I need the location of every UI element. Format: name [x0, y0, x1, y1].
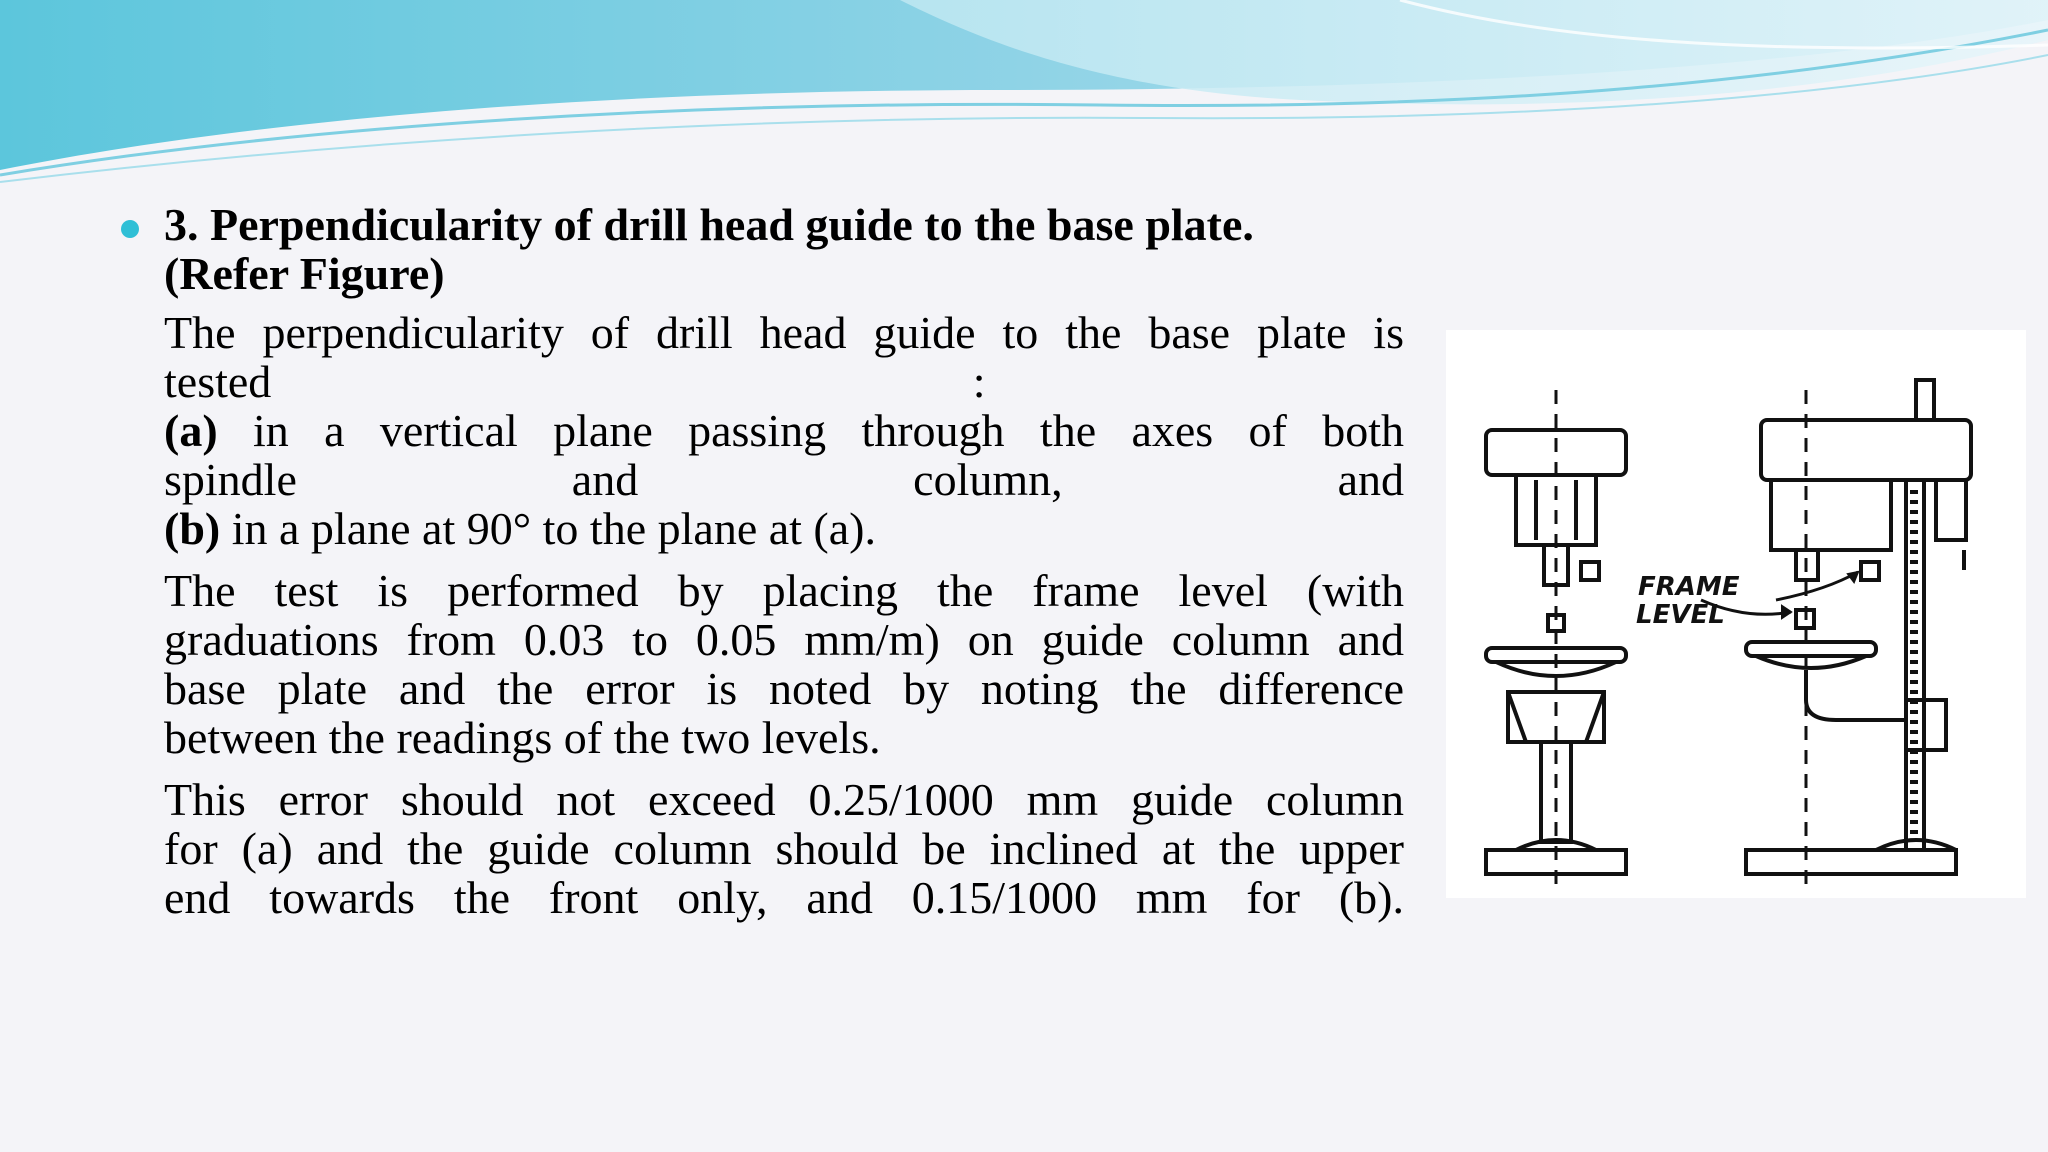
- drill-machine-diagram: [1446, 330, 2026, 898]
- front-view-drill: [1486, 390, 1626, 890]
- drill-machine-figure: [1446, 330, 2026, 898]
- item-a-text: in a vertical plane passing through the axes of both: [217, 405, 1404, 456]
- slide-heading: [164, 200, 1404, 298]
- slide-body: [164, 200, 1404, 935]
- test-line-4: between the readings of the two levels.: [164, 712, 881, 763]
- header-wave-decoration: [0, 0, 2048, 190]
- heading-line-1: 3. Perpendicularity of drill head guide to the base plate.: [164, 199, 1254, 250]
- test-line-1: The test is performed by placing the frame level (with: [164, 565, 1404, 616]
- test-line-2: graduations from 0.03 to 0.05 mm/m) on guide column and: [164, 614, 1404, 665]
- item-b-line: [164, 504, 1404, 553]
- frame-level-label-line-1: FRAME: [1638, 572, 1740, 602]
- limit-paragraph: [164, 775, 1404, 922]
- item-b-label: (b): [164, 503, 221, 554]
- intro-line-1: The perpendicularity of drill head guide to the base plate is: [164, 307, 1404, 358]
- item-a-line-2: spindle and column, and: [164, 454, 1404, 505]
- limit-line-2: for (a) and the guide column should be inclined at the upper: [164, 823, 1404, 874]
- frame-level-label-line-2: LEVEL: [1636, 600, 1725, 630]
- test-paragraph: [164, 566, 1404, 762]
- item-a-line-1: [164, 406, 1404, 455]
- intro-paragraph: [164, 308, 1404, 553]
- side-view-drill: [1746, 380, 1971, 890]
- test-line-3: base plate and the error is noted by noting the difference: [164, 663, 1404, 714]
- heading-line-2: (Refer Figure): [164, 248, 445, 299]
- item-b-text: in a plane at 90° to the plane at (a).: [220, 503, 876, 554]
- limit-line-3: end towards the front only, and 0.15/1000 mm for (b).: [164, 872, 1404, 923]
- limit-line-1: This error should not exceed 0.25/1000 mm guide column: [164, 774, 1404, 825]
- item-a-label: (a): [164, 405, 218, 456]
- intro-line-2: tested :: [164, 356, 986, 407]
- bullet-icon: [121, 220, 139, 238]
